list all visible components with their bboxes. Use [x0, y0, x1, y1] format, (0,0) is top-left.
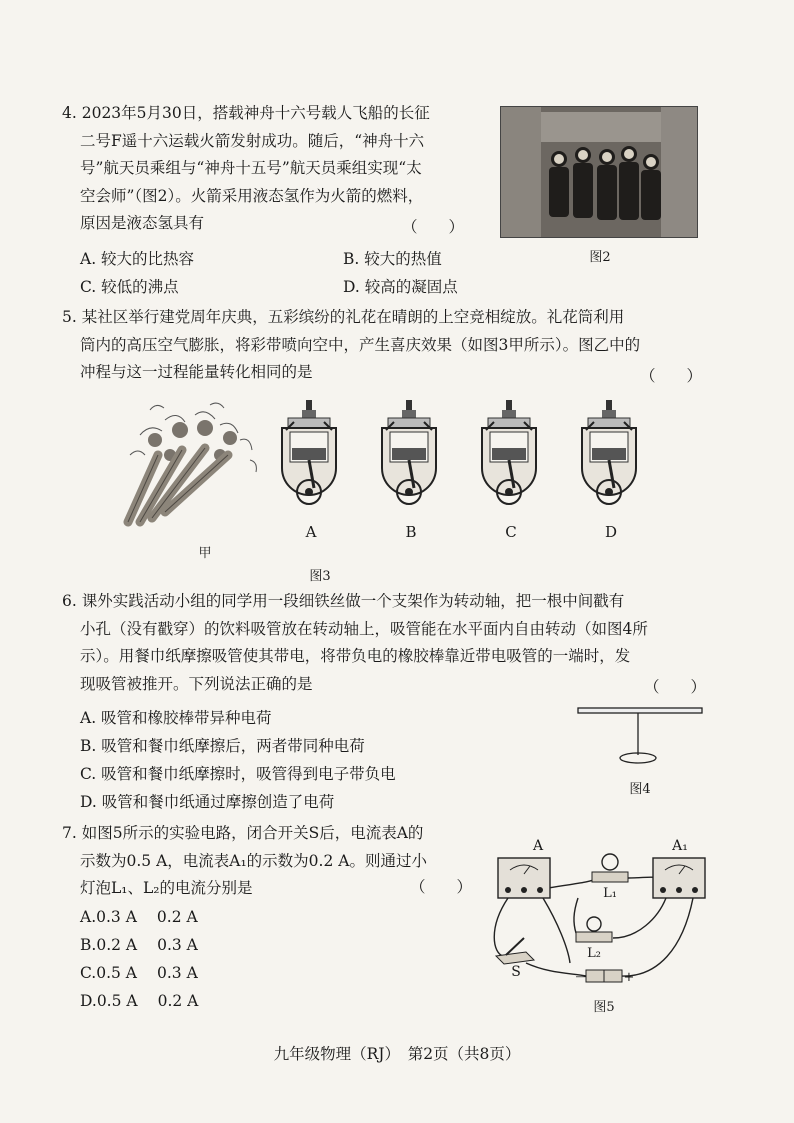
ammeter-a1-label: A₁: [672, 838, 688, 854]
q5-line: 筒内的高压空气膨胀，将彩带喷向空中，产生喜庆效果（如图3甲所示）。图乙中的: [80, 335, 641, 354]
ammeter-a1: [653, 858, 705, 898]
q6-option-a: A. 吸管和橡胶棒带异种电荷: [80, 709, 272, 727]
q6-option-d: D. 吸管和餐巾纸通过摩擦创造了电荷: [80, 793, 335, 811]
engine-label-d: D: [604, 523, 618, 541]
q7-option-value: 0.3 A: [96, 908, 137, 926]
q7-option-letter: D.: [80, 992, 97, 1010]
q7-option-value: 0.3 A: [157, 936, 198, 954]
q4-option-b: B. 较大的热值: [343, 250, 442, 268]
figure-2-caption: 图2: [589, 250, 611, 265]
q7-option-d: [80, 992, 198, 1010]
q4-option-a: A. 较大的比热容: [80, 250, 195, 268]
q4-line: 4. 2023年5月30日，搭载神舟十六号载人飞船的长征: [62, 104, 430, 122]
q4-line: 空会师”（图2）。火箭采用液态氢作为火箭的燃料，: [80, 186, 424, 205]
q5-answer-paren: （ ）: [640, 367, 703, 385]
question-7-stem: [62, 820, 427, 903]
q4-line: 号”航天员乘组与“神舟十五号”航天员乘组实现“太: [80, 159, 422, 177]
q7-option-value: 0.2 A: [157, 992, 199, 1010]
bulb-l2-label: L₂: [587, 946, 601, 961]
q7-option-value: 0.3 A: [157, 964, 198, 982]
q6-line: 6. 课外实践活动小组的同学用一段细铁丝做一个支架作为转动轴，把一根中间戳有: [62, 592, 625, 610]
q5-line: 5. 某社区举行建党周年庆典，五彩缤纷的礼花在晴朗的上空竞相绽放。礼花筒利用: [62, 308, 625, 326]
question-5-stem: [62, 304, 640, 387]
engine-label-a: A: [305, 523, 317, 541]
q7-option-letter: B.: [80, 936, 97, 954]
battery-minus-label: —: [575, 970, 587, 983]
q7-option-value: 0.5 A: [96, 964, 138, 982]
battery-plus-label: +: [623, 970, 635, 985]
battery: [586, 970, 622, 982]
page-footer: 九年级物理（RJ） 第2页（共8页）: [273, 1045, 521, 1063]
q7-line: 示数为0.5 A，电流表A₁的示数为0.2 A。则通过小: [80, 851, 427, 870]
q4-line: 原因是液态氢具有: [80, 214, 205, 232]
figure-3-label-jia: 甲: [198, 546, 212, 561]
ammeter-a: [498, 858, 550, 898]
question-6-stem: [62, 588, 648, 698]
q7-option-value: 0.2 A: [96, 936, 138, 954]
bulb-l2: [576, 917, 612, 942]
astronaut-photo: [500, 106, 698, 238]
q7-option-letter: C.: [80, 964, 97, 982]
engine-label-b: B: [405, 523, 417, 541]
q7-line: 灯泡L₁、L₂的电流分别是: [80, 879, 253, 897]
bulb-l1: [592, 854, 628, 882]
bulb-l1-label: L₁: [603, 886, 617, 901]
switch-s-label: S: [511, 964, 521, 980]
straw-on-pivot-figure: [576, 700, 706, 770]
q7-option-c: [80, 964, 198, 982]
q7-line: 7. 如图5所示的实验电路，闭合开关S后，电流表A的: [62, 824, 424, 842]
q4-line: 二号F遥十六运载火箭发射成功。随后，“神舟十六: [80, 131, 425, 150]
q7-answer-paren: （ ）: [410, 878, 473, 896]
q4-answer-paren: （ ）: [402, 218, 465, 236]
q6-option-b: B. 吸管和餐巾纸摩擦后，两者带同种电荷: [80, 737, 365, 755]
question-4-stem: [62, 100, 430, 238]
figure-5-caption: 图5: [593, 1000, 615, 1015]
figure-4-caption: 图4: [629, 782, 651, 797]
q7-option-b: [80, 936, 198, 954]
confetti-cannons-figure: [110, 400, 270, 530]
engine-stroke-figures: [280, 395, 720, 525]
q5-line: 冲程与这一过程能量转化相同的是: [80, 363, 313, 381]
q6-line: 小孔（没有戳穿）的饮料吸管放在转动轴上，吸管能在水平面内自由转动（如图4所: [80, 619, 648, 638]
q7-option-value: 0.5 A: [96, 992, 138, 1010]
q6-answer-paren: （ ）: [644, 678, 707, 696]
q4-option-c: C. 较低的沸点: [80, 278, 179, 296]
q6-option-c: C. 吸管和餐巾纸摩擦时，吸管得到电子带负电: [80, 765, 396, 783]
engine-label-c: C: [505, 523, 517, 541]
q7-option-value: 0.2 A: [156, 908, 198, 926]
switch-s: [496, 938, 534, 964]
q7-option-letter: A.: [80, 908, 97, 926]
figure-3-caption: 图3: [309, 569, 331, 584]
q7-option-a: [80, 908, 198, 926]
q6-line: 示）。用餐巾纸摩擦吸管使其带电，将带负电的橡胶棒靠近带电吸管的一端时，发: [80, 647, 631, 665]
ammeter-a-label: A: [532, 838, 544, 854]
q6-line: 现吸管被推开。下列说法正确的是: [80, 674, 313, 693]
q4-option-d: D. 较高的凝固点: [343, 278, 458, 296]
